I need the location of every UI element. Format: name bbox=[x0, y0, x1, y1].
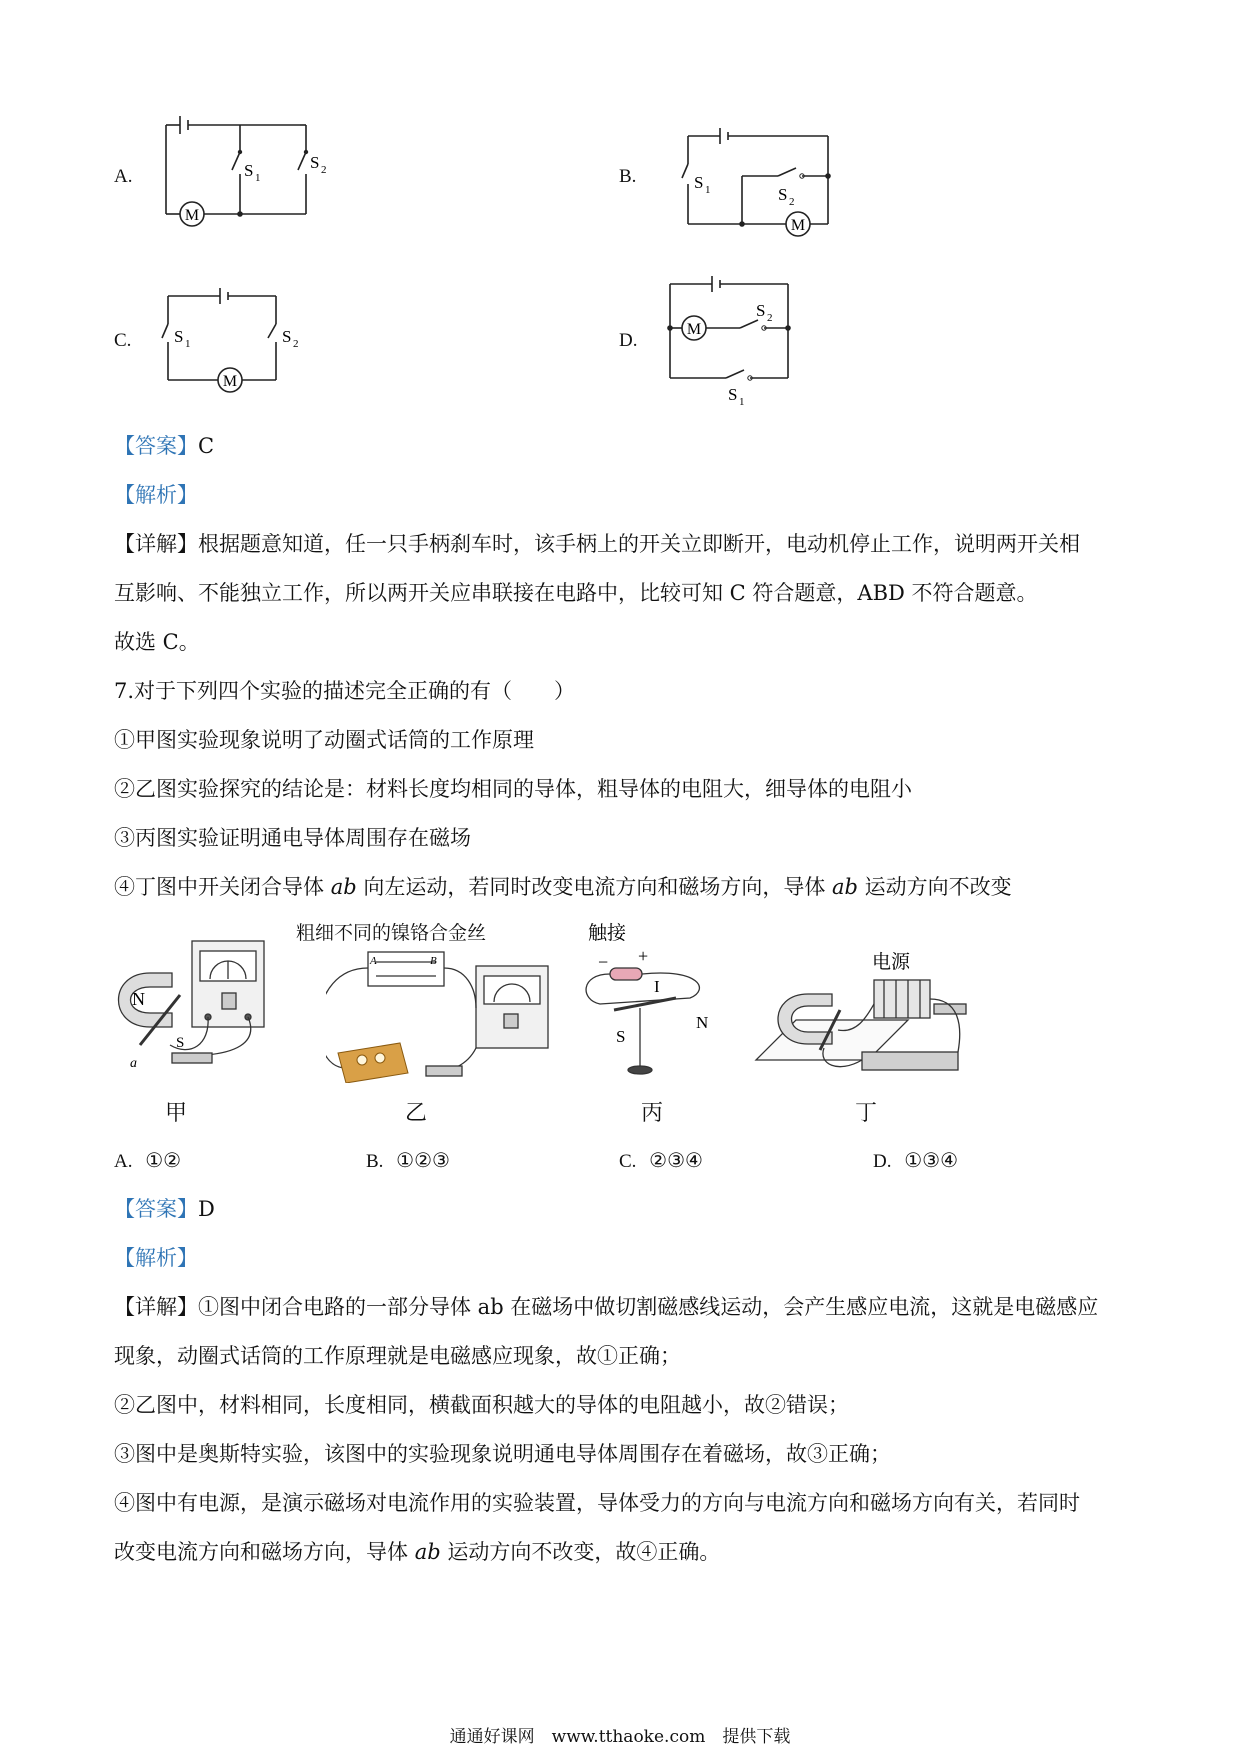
q7-choice-a: A. ①② bbox=[114, 1148, 182, 1172]
svg-text:N: N bbox=[132, 989, 145, 1009]
page-footer: 通通好课网 www.tthaoke.com 提供下载 bbox=[449, 1727, 791, 1747]
svg-text:1: 1 bbox=[255, 172, 261, 184]
svg-text:S: S bbox=[694, 173, 704, 192]
svg-text:N: N bbox=[696, 1013, 709, 1032]
q7-statement-4: ④丁图中开关闭合导体 ab 向左运动，若同时改变电流方向和磁场方向，导体 ab 运动方向不改变 bbox=[114, 875, 1012, 899]
q7-answer: 【答案】D bbox=[114, 1197, 215, 1221]
svg-text:B: B bbox=[430, 955, 437, 967]
option-d-label: D. bbox=[619, 330, 638, 351]
q7-detail-line-2: 现象，动圈式话筒的工作原理就是电磁感应现象，故①正确； bbox=[114, 1344, 681, 1368]
svg-text:S: S bbox=[778, 185, 788, 204]
svg-text:触接: 触接 bbox=[588, 923, 627, 944]
figure-yi-label: 乙 bbox=[404, 1101, 427, 1126]
svg-text:S: S bbox=[244, 161, 254, 180]
svg-text:S: S bbox=[310, 153, 320, 172]
svg-text:a: a bbox=[130, 1056, 137, 1071]
q7-stem: 7.对于下列四个实验的描述完全正确的有（ ） bbox=[114, 679, 576, 703]
figure-yi-apparatus bbox=[326, 948, 556, 1083]
q7-detail-line-3: ②乙图中，材料相同，长度相同，横截面积越大的导体的电阻越小，故②错误； bbox=[114, 1393, 849, 1417]
svg-text:2: 2 bbox=[767, 312, 773, 324]
svg-text:2: 2 bbox=[321, 164, 327, 176]
q6-conclusion: 故选 C。 bbox=[114, 630, 200, 654]
figure-yi-title: 粗细不同的镍铬合金丝 bbox=[296, 922, 487, 944]
q7-statement-1: ①甲图实验现象说明了动圈式话筒的工作原理 bbox=[114, 728, 534, 752]
svg-text:电源: 电源 bbox=[872, 952, 911, 973]
svg-text:I: I bbox=[654, 977, 660, 996]
svg-text:M: M bbox=[686, 321, 702, 338]
svg-text:S: S bbox=[728, 385, 738, 404]
circuit-diagram-c bbox=[160, 282, 330, 394]
q7-detail-line-1: 【详解】①图中闭合电路的一部分导体 ab 在磁场中做切割磁感线运动，会产生感应电流，这就是电磁感应 bbox=[114, 1295, 1099, 1319]
svg-text:1: 1 bbox=[705, 184, 711, 196]
svg-text:S: S bbox=[616, 1027, 626, 1046]
option-b-label: B. bbox=[619, 166, 637, 187]
q7-choice-d: D. ①③④ bbox=[873, 1148, 958, 1172]
q6-analysis-heading: 【解析】 bbox=[114, 483, 198, 507]
circuit-diagram-a bbox=[160, 110, 340, 235]
q7-detail-line-4: ③图中是奥斯特实验，该图中的实验现象说明通电导体周围存在着磁场，故③正确； bbox=[114, 1442, 891, 1466]
svg-text:S: S bbox=[282, 327, 292, 346]
q6-detail-line-1: 【详解】根据题意知道，任一只手柄刹车时，该手柄上的开关立即断开，电动机停止工作，说明两开关相 bbox=[114, 532, 1080, 556]
figure-ding-label: 丁 bbox=[854, 1101, 877, 1126]
svg-text:−: − bbox=[598, 952, 609, 972]
q7-statement-3: ③丙图实验证明通电导体周围存在磁场 bbox=[114, 826, 471, 850]
q6-answer: 【答案】C bbox=[114, 434, 215, 458]
figure-bing-apparatus bbox=[580, 918, 720, 1088]
q7-choice-c: C. ②③④ bbox=[619, 1148, 703, 1172]
figure-bing-label: 丙 bbox=[640, 1101, 663, 1126]
svg-text:S: S bbox=[176, 1035, 185, 1051]
svg-text:S: S bbox=[756, 301, 766, 320]
q7-detail-line-5: ④图中有电源，是演示磁场对电流作用的实验装置，导体受力的方向与电流方向和磁场方向有关，若同时 bbox=[114, 1491, 1080, 1515]
svg-text:2: 2 bbox=[789, 196, 795, 208]
figure-jia-label: 甲 bbox=[164, 1101, 187, 1126]
svg-text:M: M bbox=[222, 373, 238, 390]
q7-analysis-heading: 【解析】 bbox=[114, 1246, 198, 1270]
q7-choice-b: B. ①②③ bbox=[366, 1148, 450, 1172]
svg-text:2: 2 bbox=[293, 338, 299, 350]
svg-text:1: 1 bbox=[185, 338, 191, 350]
svg-text:1: 1 bbox=[739, 396, 745, 408]
svg-text:S: S bbox=[174, 327, 184, 346]
circuit-diagram-b bbox=[660, 120, 840, 240]
circuit-diagram-d bbox=[660, 268, 810, 408]
motor-label: M bbox=[184, 207, 200, 224]
q7-detail-line-6: 改变电流方向和磁场方向，导体 ab 运动方向不改变，故④正确。 bbox=[114, 1540, 721, 1564]
svg-text:A: A bbox=[370, 955, 377, 967]
figure-ding-apparatus bbox=[748, 944, 978, 1084]
svg-text:M: M bbox=[790, 217, 806, 234]
q7-statement-2: ②乙图实验探究的结论是：材料长度均相同的导体，粗导体的电阻大，细导体的电阻小 bbox=[114, 777, 912, 801]
figure-jia-apparatus bbox=[110, 935, 270, 1075]
svg-text:+: + bbox=[638, 946, 649, 966]
q6-detail-line-2: 互影响、不能独立工作，所以两开关应串联接在电路中，比较可知 C 符合题意，ABD 不符合题意。 bbox=[114, 581, 1038, 605]
option-a-label: A. bbox=[114, 166, 133, 187]
option-c-label: C. bbox=[114, 330, 132, 351]
